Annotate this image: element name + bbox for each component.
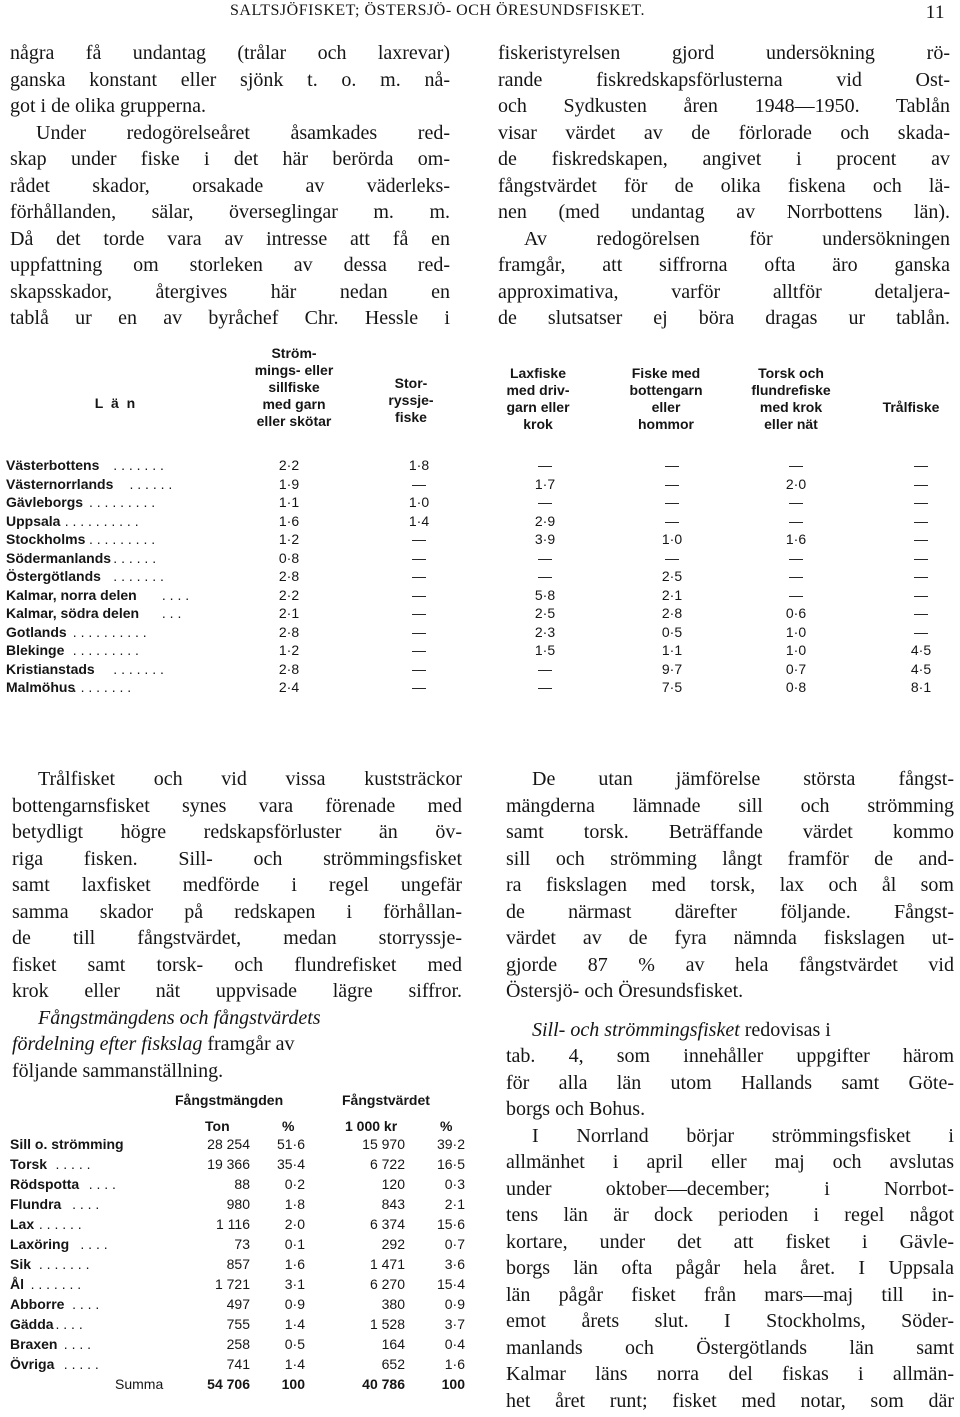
leader-dots: . . . . . . . bbox=[113, 660, 164, 677]
text-line: för alla län utom Hallands samt Göte- bbox=[506, 1071, 954, 1094]
county-name: Södermanlands bbox=[6, 549, 112, 566]
cell-d: 2·8 bbox=[661, 605, 683, 621]
cell-kr: 1 528 bbox=[369, 1316, 405, 1332]
cell-ton: 19 366 bbox=[207, 1156, 250, 1172]
text-line: under oktober—december; i Norrbot- bbox=[506, 1177, 954, 1200]
header-tral: Trålfiske bbox=[882, 399, 940, 415]
cell-e: — bbox=[789, 494, 803, 510]
leader-dots: . . . . bbox=[55, 1316, 83, 1332]
cell-kr: 6 270 bbox=[369, 1276, 405, 1292]
table-row bbox=[10, 1356, 480, 1376]
cell-b: 1·8 bbox=[408, 457, 430, 473]
county-name: Västerbottens bbox=[6, 457, 100, 473]
herring-para-rest: redovisas i bbox=[739, 1018, 831, 1041]
cell-c: 1·7 bbox=[534, 475, 556, 492]
leader-dots: . . . . . bbox=[63, 1356, 99, 1372]
cell-p1: 2·0 bbox=[284, 1216, 305, 1232]
sum-row bbox=[10, 1376, 480, 1396]
distribution-intro-line3: följande sammanställning. bbox=[12, 1059, 224, 1082]
text-line: de fiskredskapen, angivet i procent av bbox=[498, 148, 950, 170]
leader-dots: . . . . bbox=[88, 1176, 116, 1192]
leader-dots: . . . . bbox=[72, 1196, 100, 1212]
text-line: emot årets slut. I Stockholms, Söder- bbox=[506, 1310, 954, 1332]
cell-f: — bbox=[914, 568, 928, 584]
county-name: Kalmar, norra delen bbox=[6, 586, 137, 603]
text-line: fisket samt torsk- och flundrefisket med bbox=[12, 953, 462, 976]
species-name: Övriga bbox=[10, 1356, 55, 1372]
text-line: uppfattning om storleken av dessa red- bbox=[10, 254, 450, 276]
header-stromming: Ström- mings- eller sillfiske med garn eller skötar bbox=[254, 345, 334, 429]
text-line: de närmast därefter följande. Fångst- bbox=[506, 900, 954, 923]
italic-herring: Sill- och strömmingsfisket bbox=[532, 1018, 740, 1041]
cell-p1: 1·8 bbox=[284, 1196, 305, 1212]
catch-distribution-table bbox=[10, 1088, 480, 1396]
species-name: Torsk bbox=[10, 1156, 48, 1172]
cell-e: 1·6 bbox=[785, 531, 807, 547]
table-row bbox=[6, 624, 956, 643]
county-name: Västernorrlands bbox=[6, 475, 114, 492]
cell-e: 0·8 bbox=[785, 679, 807, 695]
species-name: Lax bbox=[10, 1216, 35, 1232]
cell-e: — bbox=[789, 512, 803, 529]
running-header bbox=[230, 2, 945, 23]
cell-d: — bbox=[665, 494, 679, 510]
text-line: samma skador på redskapen i förhållan- bbox=[12, 900, 462, 923]
cell-b: — bbox=[412, 660, 426, 677]
cell-e: — bbox=[789, 586, 803, 603]
species-name: Sill o. strömming bbox=[10, 1136, 124, 1152]
table-row bbox=[6, 605, 956, 624]
text-line: de till fångstvärdet, medan storryssje- bbox=[12, 927, 462, 949]
leader-dots: . . . . . . bbox=[129, 475, 173, 492]
text-line: gjorde 87 % av hela fångstvärdet vid bbox=[506, 953, 954, 976]
sum-p2: 100 bbox=[441, 1376, 465, 1392]
cell-p2: 0·4 bbox=[444, 1336, 465, 1352]
cell-kr: 843 bbox=[381, 1196, 405, 1212]
text-line: samt laxfisket medförde i regel ungefär bbox=[12, 874, 462, 896]
text-line: mängderna lämnade sill och strömming bbox=[506, 794, 954, 817]
italic-phrase-1: Fångstmängdens och fångstvärdets bbox=[38, 1006, 321, 1029]
cell-a: 2·2 bbox=[278, 457, 300, 473]
cell-d: 2·5 bbox=[661, 568, 683, 584]
cell-ton: 980 bbox=[226, 1196, 250, 1212]
leader-dots: . . . . . . . . . bbox=[89, 494, 156, 510]
cell-ton: 755 bbox=[226, 1316, 250, 1332]
cell-p2: 2·1 bbox=[444, 1196, 465, 1212]
cell-b: — bbox=[412, 531, 426, 547]
table-row bbox=[10, 1276, 480, 1296]
cell-p2: 0·3 bbox=[444, 1176, 465, 1192]
cell-d: — bbox=[665, 512, 679, 529]
leader-dots: . . . . . . . bbox=[113, 568, 164, 584]
text-line: skap under fiske i det här berörda om- bbox=[10, 148, 450, 170]
table-row bbox=[6, 531, 956, 550]
cell-f: — bbox=[914, 623, 928, 640]
county-name: Gotlands bbox=[6, 623, 67, 640]
cell-c: — bbox=[538, 494, 552, 510]
species-name: Braxen bbox=[10, 1336, 58, 1352]
text-line: län pågår fisket från mars—maj till in- bbox=[506, 1283, 954, 1306]
cell-b: — bbox=[412, 679, 426, 695]
catch-table-header bbox=[10, 1088, 480, 1136]
cell-f: — bbox=[914, 475, 928, 492]
cell-p2: 3·6 bbox=[444, 1256, 465, 1272]
cell-p1: 35·4 bbox=[276, 1156, 305, 1172]
cell-a: 2·2 bbox=[278, 586, 300, 603]
leader-dots: . . . . bbox=[161, 586, 190, 603]
cell-p1: 1·4 bbox=[284, 1316, 305, 1332]
cell-kr: 15 970 bbox=[362, 1136, 405, 1152]
distribution-intro-line2 bbox=[12, 1031, 462, 1058]
text-line: tab. 4, som innehåller uppgifter härom bbox=[506, 1045, 954, 1067]
cell-p2: 16·5 bbox=[436, 1156, 465, 1172]
county-name: Stockholms bbox=[6, 531, 86, 547]
cell-p2: 0·9 bbox=[444, 1296, 465, 1312]
county-name: Gävleborgs bbox=[6, 494, 84, 510]
text-line: I Norrland börjar strömmingsfisket i bbox=[532, 1124, 954, 1147]
cell-a: 2·8 bbox=[278, 623, 300, 640]
text-line: och Sydkusten åren 1948—1950. Tablån bbox=[498, 95, 950, 117]
text-line: de slutsatser ej böra dragas ur tablån. bbox=[498, 307, 950, 329]
cell-ton: 258 bbox=[226, 1336, 250, 1352]
text-line: borgs län ofta pågår hela året. I Uppsala bbox=[506, 1257, 954, 1279]
text-line: rådet skador, orsakade av väderleks- bbox=[10, 174, 450, 197]
cell-ton: 497 bbox=[226, 1296, 250, 1312]
cell-f: 4·5 bbox=[910, 660, 932, 677]
cell-b: — bbox=[412, 623, 426, 640]
text-line: allmänhet i april eller maj och avslutas bbox=[506, 1151, 954, 1173]
cell-d: — bbox=[665, 475, 679, 492]
text-line: ganska konstant eller sjönk t. o. m. nå- bbox=[10, 68, 450, 91]
text-line: skapsskador, återgives här nedan en bbox=[10, 280, 450, 303]
table-row bbox=[6, 568, 956, 587]
cell-a: 1·2 bbox=[278, 642, 300, 658]
text-line: betydligt högre redskapsförluster än öv- bbox=[12, 821, 462, 843]
cell-p1: 0·5 bbox=[284, 1336, 305, 1352]
cell-ton: 1 116 bbox=[216, 1216, 250, 1232]
leader-dots: . . . . . . . . . bbox=[89, 531, 156, 547]
left-column-bottom bbox=[12, 766, 462, 1084]
leader-dots: . . . . . . bbox=[38, 1216, 82, 1232]
species-name: Gädda bbox=[10, 1316, 54, 1332]
header-kr: 1 000 kr bbox=[345, 1118, 398, 1134]
header-lan: L ä n bbox=[94, 395, 138, 411]
table-row bbox=[10, 1316, 480, 1336]
county-name: Malmöhus bbox=[6, 679, 76, 695]
cell-a: 2·8 bbox=[278, 660, 300, 677]
cell-e: 2·0 bbox=[785, 475, 807, 492]
cell-p2: 0·7 bbox=[444, 1236, 465, 1252]
cell-kr: 292 bbox=[381, 1236, 405, 1252]
text-line: Under redogörelseåret åsamkades red- bbox=[36, 121, 450, 144]
cell-e: — bbox=[789, 568, 803, 584]
cell-p1: 0·2 bbox=[284, 1176, 305, 1192]
sum-label: Summa bbox=[115, 1376, 164, 1392]
leader-dots: . . . . bbox=[72, 1296, 100, 1312]
text-line: Trålfisket och vid vissa kuststräckor bbox=[38, 768, 462, 790]
cell-b: — bbox=[412, 475, 426, 492]
leader-dots: . . . . . . . . . . bbox=[72, 623, 147, 640]
left-column-top bbox=[10, 40, 450, 332]
cell-kr: 120 bbox=[381, 1176, 405, 1192]
sum-ton: 54 706 bbox=[207, 1376, 250, 1392]
cell-a: 1·6 bbox=[278, 512, 300, 529]
cell-p2: 3·7 bbox=[444, 1316, 465, 1332]
table-row bbox=[10, 1236, 480, 1256]
cell-kr: 6 374 bbox=[369, 1216, 405, 1232]
cell-kr: 1 471 bbox=[369, 1256, 405, 1272]
table-row bbox=[10, 1256, 480, 1276]
cell-f: — bbox=[914, 549, 928, 566]
text-line: värdet av de fyra nämnda fiskslagen ut- bbox=[506, 927, 954, 949]
cell-c: 3·9 bbox=[534, 531, 556, 547]
table-row bbox=[6, 494, 956, 513]
text-line: riga fisken. Sill- och strömmingsfisket bbox=[12, 847, 462, 870]
cell-kr: 652 bbox=[381, 1356, 405, 1372]
table-row bbox=[6, 679, 956, 698]
cell-p1: 3·1 bbox=[284, 1276, 305, 1292]
cell-e: 0·6 bbox=[785, 605, 807, 621]
cell-p1: 51·6 bbox=[276, 1136, 305, 1152]
cell-d: 7·5 bbox=[661, 679, 683, 695]
table-row bbox=[6, 476, 956, 495]
cell-d: 1·1 bbox=[661, 642, 683, 658]
county-name: Blekinge bbox=[6, 642, 65, 658]
table-row bbox=[10, 1156, 480, 1176]
cell-p1: 0·1 bbox=[284, 1236, 305, 1252]
cell-d: 0·5 bbox=[661, 623, 683, 640]
cell-b: — bbox=[412, 586, 426, 603]
text-line: nen (med undantag av Norrbottens län). bbox=[498, 201, 950, 223]
table-row bbox=[10, 1336, 480, 1356]
header-ton: Ton bbox=[205, 1118, 230, 1134]
cell-a: 2·1 bbox=[278, 605, 300, 621]
text-line: krok eller nät uppvisade lägre siffror. bbox=[12, 980, 462, 1002]
header-pct1: % bbox=[282, 1118, 295, 1134]
text-line: Östersjö- och Öresundsfisket. bbox=[506, 980, 744, 1002]
cell-e: — bbox=[789, 549, 803, 566]
cell-f: — bbox=[914, 457, 928, 473]
species-name: Ål bbox=[10, 1276, 24, 1292]
cell-d: — bbox=[665, 457, 679, 473]
cell-b: — bbox=[412, 642, 426, 658]
cell-b: — bbox=[412, 605, 426, 621]
cell-ton: 1 721 bbox=[214, 1276, 250, 1292]
text-line: några få undantag (trålar och laxrevar) bbox=[10, 42, 450, 64]
cell-c: 1·5 bbox=[534, 642, 556, 658]
page-number: 11 bbox=[925, 2, 945, 23]
cell-p1: 0·9 bbox=[284, 1296, 305, 1312]
text-line: tablå ur en av byråchef Chr. Hessle i bbox=[10, 307, 450, 329]
header-torsk: Torsk och flundrefiske med krok eller nät bbox=[751, 365, 831, 432]
species-name: Rödspotta bbox=[10, 1176, 80, 1192]
text-line: samt torsk. Beträffande värdet kommo bbox=[506, 821, 954, 843]
header-bottengarn: Fiske med bottengarn eller hommor bbox=[629, 365, 703, 432]
herring-para-first-line bbox=[506, 1017, 954, 1044]
cell-kr: 380 bbox=[381, 1296, 405, 1312]
cell-p2: 15·6 bbox=[436, 1216, 465, 1232]
species-name: Sik bbox=[10, 1256, 32, 1272]
leader-dots: . . . . bbox=[63, 1336, 92, 1352]
cell-e: 1·0 bbox=[785, 623, 807, 640]
leader-dots: . . . . . . . bbox=[30, 1276, 82, 1292]
cell-kr: 164 bbox=[381, 1336, 405, 1352]
cell-a: 1·1 bbox=[278, 494, 300, 510]
cell-a: 2·4 bbox=[278, 679, 300, 695]
header-pct2: % bbox=[440, 1118, 453, 1134]
text-line: het året runt; fisket med notar, som där bbox=[506, 1389, 954, 1412]
cell-f: — bbox=[914, 531, 928, 547]
cell-ton: 741 bbox=[226, 1356, 250, 1372]
text-line: Kalmar läns norra del fiskas i allmän- bbox=[506, 1363, 954, 1385]
cell-ton: 88 bbox=[234, 1176, 250, 1192]
table-row bbox=[10, 1296, 480, 1316]
cell-f: — bbox=[914, 605, 928, 621]
cell-ton: 857 bbox=[226, 1256, 250, 1272]
cell-d: — bbox=[665, 549, 679, 566]
distribution-intro bbox=[12, 1005, 462, 1032]
text-line: visar värdet av de förlorade och skada- bbox=[498, 121, 950, 144]
table-row bbox=[10, 1136, 480, 1156]
text-line: ra fiskslagen med torsk, lax och ål som bbox=[506, 874, 954, 896]
cell-b: 1·0 bbox=[408, 494, 430, 510]
cell-a: 0·8 bbox=[278, 549, 300, 566]
header-varde: Fångstvärdet bbox=[342, 1092, 430, 1108]
leader-dots: . . . . . . . . . bbox=[72, 642, 139, 658]
leader-dots: . . . bbox=[161, 605, 182, 621]
text-line: manlands och Östergötlands län samt bbox=[506, 1336, 954, 1359]
text-line: kortare, under det att fisket i Gävle- bbox=[506, 1230, 954, 1253]
text-line: Av redogörelsen för undersökningen bbox=[524, 227, 950, 250]
cell-a: 1·9 bbox=[278, 475, 300, 492]
cell-p1: 1·4 bbox=[284, 1356, 305, 1372]
county-name: Kalmar, södra delen bbox=[6, 605, 140, 621]
cell-b: — bbox=[412, 549, 426, 566]
cell-e: 0·7 bbox=[785, 660, 807, 677]
table-row bbox=[6, 661, 956, 680]
county-name: Uppsala bbox=[6, 512, 61, 529]
leader-dots: . . . . . . . . . . bbox=[64, 512, 139, 529]
running-title: SALTSJÖFISKET; ÖSTERSJÖ- OCH ÖRESUNDSFISKET. bbox=[230, 2, 645, 19]
text-line: Då det torde vara av intresse att få en bbox=[10, 227, 450, 250]
cell-d: 1·0 bbox=[661, 531, 683, 547]
leader-dots: . . . . . . . bbox=[113, 457, 164, 473]
cell-c: — bbox=[538, 457, 552, 473]
table-row bbox=[6, 587, 956, 606]
leader-dots: . . . . . bbox=[55, 1156, 91, 1172]
table-row bbox=[6, 457, 956, 476]
text-line: got i de olika grupperna. bbox=[10, 95, 207, 117]
cell-f: 8·1 bbox=[910, 679, 932, 695]
cell-c: — bbox=[538, 549, 552, 566]
cell-c: 5·8 bbox=[534, 586, 556, 603]
text-line: fiskeristyrelsen gjord undersökning rö- bbox=[498, 42, 950, 64]
sum-kr: 40 786 bbox=[362, 1376, 405, 1392]
text-line: sill och strömming långt framför de and- bbox=[506, 847, 954, 870]
cell-f: — bbox=[914, 494, 928, 510]
cell-c: — bbox=[538, 568, 552, 584]
text-line: fångstvärdet för de olika fiskena och lä- bbox=[498, 174, 950, 197]
cell-d: 2·1 bbox=[661, 586, 683, 603]
right-column-bottom bbox=[506, 766, 954, 1414]
cell-c: 2·9 bbox=[534, 512, 556, 529]
table-row bbox=[6, 550, 956, 569]
table-row bbox=[6, 513, 956, 532]
text-line: förhållanden, sälar, överseglingar m. m. bbox=[10, 201, 450, 223]
text-line: De utan jämförelse största fångst- bbox=[532, 768, 954, 790]
cell-a: 2·8 bbox=[278, 568, 300, 584]
cell-c: — bbox=[538, 660, 552, 677]
table-row bbox=[6, 642, 956, 661]
text-line: bottengarnsfisket synes vara förenade med bbox=[12, 794, 462, 817]
cell-f: — bbox=[914, 586, 928, 603]
cell-p1: 1·6 bbox=[284, 1256, 305, 1272]
cell-e: — bbox=[789, 457, 803, 473]
leader-dots: . . . . . . . . bbox=[72, 679, 132, 695]
header-mangd: Fångstmängden bbox=[175, 1092, 284, 1108]
italic-phrase-2: fördelning efter fiskslag bbox=[12, 1033, 203, 1055]
header-storryssje: Stor- ryssje- fiske bbox=[388, 375, 434, 425]
leader-dots: . . . . . . bbox=[113, 549, 157, 566]
header-laxfiske: Laxfiske med driv- garn eller krok bbox=[506, 365, 570, 432]
cell-ton: 73 bbox=[234, 1236, 250, 1252]
cell-a: 1·2 bbox=[278, 531, 300, 547]
cell-c: 2·3 bbox=[534, 623, 556, 640]
species-name: Flundra bbox=[10, 1196, 62, 1212]
cell-ton: 28 254 bbox=[207, 1136, 250, 1152]
text-line: approximativa, varför alltför detaljera- bbox=[498, 280, 950, 303]
cell-b: — bbox=[412, 568, 426, 584]
cell-f: — bbox=[914, 512, 928, 529]
cell-f: 4·5 bbox=[910, 642, 932, 658]
cell-p2: 39·2 bbox=[436, 1136, 465, 1152]
sum-p1: 100 bbox=[281, 1376, 305, 1392]
cell-c: 2·5 bbox=[534, 605, 556, 621]
cell-c: — bbox=[538, 679, 552, 695]
text-line: framgår, att siffrorna ofta äro ganska bbox=[498, 254, 950, 276]
county-name: Östergötlands bbox=[6, 568, 101, 584]
leader-dots: . . . . bbox=[80, 1236, 108, 1252]
text-line: rande fiskredskapsförlusterna vid Ost- bbox=[498, 68, 950, 91]
gear-loss-table bbox=[6, 345, 956, 698]
cell-e: 1·0 bbox=[785, 642, 807, 658]
cell-p2: 15·4 bbox=[436, 1276, 465, 1292]
cell-d: 9·7 bbox=[661, 660, 683, 677]
distribution-intro-rest: framgår av bbox=[202, 1033, 295, 1055]
text-line: tens län är dock perioden i regel något bbox=[506, 1204, 954, 1226]
table-row bbox=[10, 1196, 480, 1216]
cell-kr: 6 722 bbox=[369, 1156, 405, 1172]
gear-loss-table-header bbox=[6, 345, 956, 457]
species-name: Abborre bbox=[10, 1296, 65, 1312]
table-row bbox=[10, 1176, 480, 1196]
county-name: Kristianstads bbox=[6, 660, 95, 677]
leader-dots: . . . . . . . bbox=[38, 1256, 90, 1272]
cell-b: 1·4 bbox=[408, 512, 430, 529]
cell-p2: 1·6 bbox=[444, 1356, 465, 1372]
table-row bbox=[10, 1216, 480, 1236]
species-name: Laxöring bbox=[10, 1236, 70, 1252]
right-column-top bbox=[498, 40, 950, 332]
text-line: borgs och Bohus. bbox=[506, 1098, 646, 1120]
